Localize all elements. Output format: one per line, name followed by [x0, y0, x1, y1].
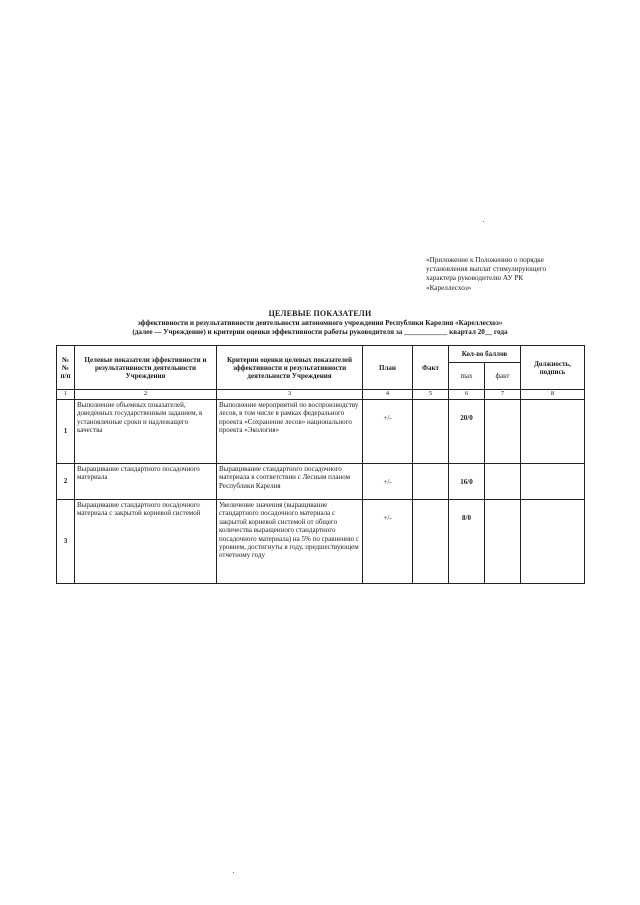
row-plan: +/-: [363, 500, 413, 584]
header-position: Должность, подпись: [521, 346, 585, 390]
row-points-fact: [485, 400, 521, 464]
scan-speck: [233, 872, 234, 873]
row-number: 2: [57, 464, 75, 500]
column-number: 5: [413, 390, 449, 400]
appendix-line: «Приложение к Положению о порядке: [426, 256, 544, 264]
row-points-max: 16/0: [449, 464, 485, 500]
table-header-row: [57, 346, 585, 363]
appendix-line: установления выплат стимулирующего: [426, 265, 547, 274]
header-plan: План: [363, 346, 413, 390]
row-criteria: Увеличение значения (выращивание стандартного посадочного материала с закрытой корневой системой от общего количества выращенного стандартного посадочного материала) на 5% по сравнению с уровнем, достигнуты в году, предшествующем отчетному году: [217, 500, 363, 584]
row-points-fact: [485, 464, 521, 500]
column-number: 2: [75, 390, 217, 400]
column-number-row: [57, 390, 585, 400]
document-subtitle-line-1: эффективности и результативности деятельности автономного учреждения Республики Карелия «Кареллесхоз»: [137, 319, 503, 327]
header-fact: Факт: [413, 346, 449, 390]
row-points-fact: [485, 500, 521, 584]
row-number: 1: [57, 400, 75, 464]
column-number: 1: [57, 390, 75, 400]
row-points-max: 8/0: [449, 500, 485, 584]
row-plan: +/-: [363, 400, 413, 464]
row-number: 3: [57, 500, 75, 584]
header-num: №№ п/п: [57, 346, 75, 390]
column-number: 4: [363, 390, 413, 400]
row-position: [521, 464, 585, 500]
table-row: [57, 464, 585, 500]
table-row: [57, 500, 585, 584]
document-subtitle-line-2: (далее — Учреждение) и критерии оценки эффективности работы руководителя за ____________ квартал 20__ года: [132, 328, 508, 336]
row-criteria: Выращивание стандартного посадочного материала в соответствии с Лесным планом Республики Карелия: [217, 464, 363, 500]
column-number: 3: [217, 390, 363, 400]
header-points: Кол-во баллов: [449, 346, 521, 363]
row-position: [521, 500, 585, 584]
row-criteria: Выполнение мероприятий по воспроизводству лесов, в том числе в рамках федерального проекта «Сохранение лесов» национального проекта «Экология»: [217, 400, 363, 464]
column-number: 7: [485, 390, 521, 400]
column-number: 6: [449, 390, 485, 400]
row-fact: [413, 500, 449, 584]
row-fact: [413, 464, 449, 500]
appendix-line: характера руководителю АУ РК: [426, 274, 524, 283]
header-points-fact: факт: [485, 363, 521, 390]
row-indicator: Выполнение объемных показателей, доведенных государственным заданием, в установленные сроки и надлежащего качества: [75, 400, 217, 464]
scan-speck: [483, 221, 484, 222]
row-fact: [413, 400, 449, 464]
header-points-max: max: [449, 363, 485, 390]
column-number: 8: [521, 390, 585, 400]
table-row: [57, 400, 585, 464]
header-criteria: Критерии оценки целевых показателей эффективности и результативности деятельности Учреждения: [217, 346, 363, 390]
document-title: ЦЕЛЕВЫЕ ПОКАЗАТЕЛИ: [268, 309, 372, 318]
header-indicators: Целевые показатели эффективности и результативности деятельности Учреждения: [75, 346, 217, 390]
row-points-max: 20/0: [449, 400, 485, 464]
appendix-line: «Кареллесхоз»: [426, 283, 472, 292]
row-indicator: Выращивание стандартного посадочного материала с закрытой корневой системой: [75, 500, 217, 584]
row-indicator: Выращивание стандартного посадочного материала: [75, 464, 217, 500]
row-position: [521, 400, 585, 464]
appendix-note: [426, 256, 626, 293]
row-plan: +/-: [363, 464, 413, 500]
target-indicators-table: [56, 345, 585, 584]
